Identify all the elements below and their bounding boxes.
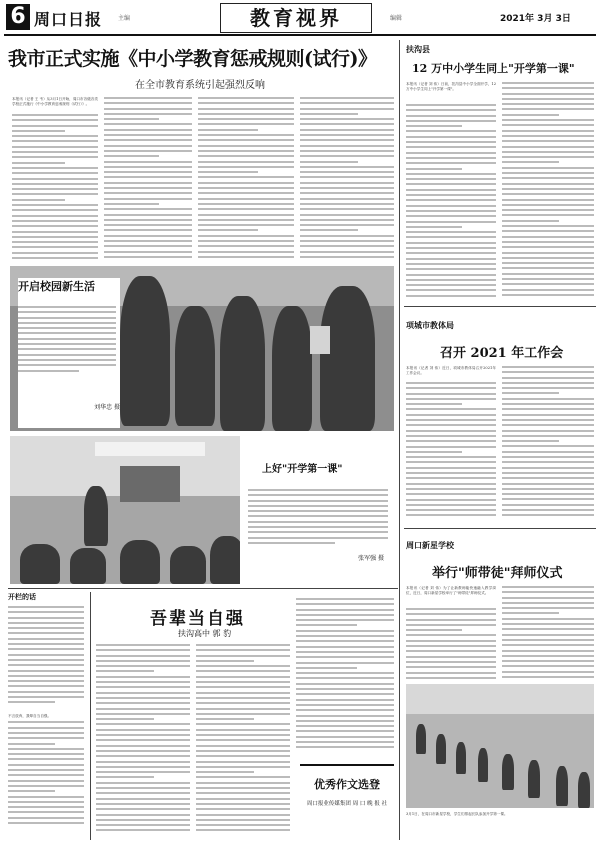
right3-kicker: 周口新星学校 <box>406 541 454 550</box>
lead-body-col-2 <box>104 97 192 262</box>
lead-body-col-4 <box>300 97 394 262</box>
essay-column-banner <box>300 764 394 840</box>
lead-body-col-1 <box>12 114 98 262</box>
photo1-credit: 刘华忠 摄 <box>94 404 120 411</box>
essay-intro-box <box>8 592 91 840</box>
photo1-caption-box <box>18 278 120 428</box>
essay-col-3 <box>296 598 394 758</box>
issue-date: 2021年 3月 3日 <box>500 14 571 24</box>
section-title: 教育视界 <box>250 6 342 30</box>
photo2-caption-text <box>248 489 388 553</box>
right1-col-1 <box>406 104 496 304</box>
paper-name: 周口日报 <box>34 10 103 29</box>
right2-first-paragraph: 本报讯（记者 刘 伟）近日，项城市教体局召开2021年工作会议。 <box>406 366 496 376</box>
right1-headline: 12 万中小学生同上"开学第一课" <box>412 62 575 75</box>
essay-col-1 <box>96 644 190 840</box>
right3-photo-caption: 3月1日，在周口市新星学校，学生们排起长队参加开学第一课。 <box>406 812 508 816</box>
essay-banner-title: 优秀作文选登 <box>314 778 380 791</box>
right1-col-2 <box>502 82 594 304</box>
right2-headline: 召开 2021 年工作会 <box>440 346 564 361</box>
right1-kicker: 扶沟县 <box>406 45 430 54</box>
essay-title: 吾辈当自强 <box>150 609 245 629</box>
lead-first-paragraph: 本报讯（记者 王 韦）从3月1日开始，周口市各级各类学校正式施行《中小学教育惩戒规则（试行）》。 <box>12 97 98 107</box>
section-box <box>220 3 372 33</box>
right3-col-1 <box>406 608 496 682</box>
page-number: 6 <box>6 4 30 30</box>
essay-author: 扶沟高中 郭 豹 <box>178 629 232 638</box>
right3-first-paragraph: 本报讯（记者 刘 伟）为了让新教师能快速融入教学岗位，近日，周口新星学校举行了"师带徒"拜师仪式。 <box>406 586 496 596</box>
essay-intro-label: 开栏的话 <box>8 593 36 601</box>
photo2-credit: 张军强 摄 <box>358 555 384 562</box>
right-divider-2 <box>404 528 596 529</box>
lead-headline: 我市正式实施《中小学教育惩戒规则(试行)》 <box>8 48 377 70</box>
photo2-caption-box <box>240 436 394 584</box>
essay-banner-sponsor: 周口报业传媒集团 周 口 晚 报 社 <box>306 801 388 807</box>
masthead-rule <box>4 34 596 36</box>
editor-label-right: 编辑 <box>390 15 403 22</box>
editor-label: 主编 <box>118 15 131 22</box>
photo2-title: 上好"开学第一课" <box>262 464 343 475</box>
essay-col-2 <box>196 644 290 840</box>
right2-kicker: 项城市教体局 <box>406 321 454 330</box>
right-divider-1 <box>404 306 596 307</box>
photo-students-lineup <box>406 684 594 808</box>
right-column-rule <box>399 40 400 840</box>
masthead <box>0 0 600 36</box>
photo1-title: 开启校园新生活 <box>18 280 95 293</box>
lead-body-col-3 <box>198 97 294 262</box>
right2-col-1 <box>406 382 496 524</box>
essay-first-line: 不言放弃，我辈自当自强。 <box>8 714 52 718</box>
essay-left-text <box>8 721 84 831</box>
section-divider <box>8 588 398 589</box>
right2-col-2 <box>502 366 594 524</box>
right3-headline: 举行"师带徒"拜师仪式 <box>432 566 563 581</box>
lead-subhead: 在全市教育系统引起强烈反响 <box>135 80 265 91</box>
essay-intro-text <box>8 606 84 706</box>
photo1-caption-text <box>18 306 116 396</box>
right1-first-paragraph: 本报讯（记者 刘 伟）日前，扶沟县中小学全面开学，12万中小学生同上"开学第一课"。 <box>406 82 496 92</box>
right3-col-2 <box>502 586 594 682</box>
